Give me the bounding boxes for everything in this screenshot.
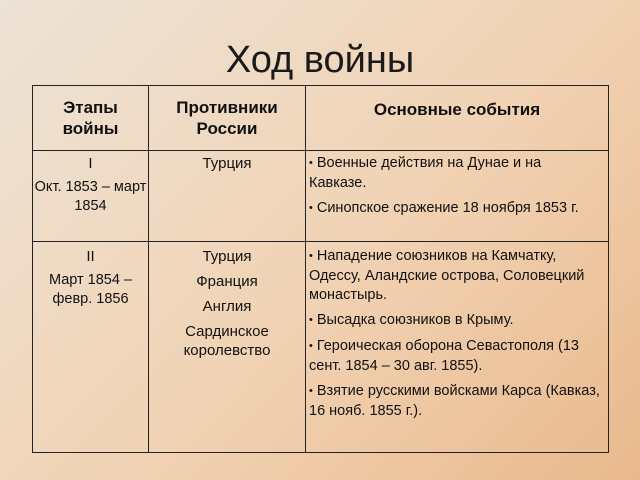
stage-number: I: [88, 155, 93, 172]
opponents-cell: [149, 242, 306, 453]
opponent-name: Сардинское королевство: [183, 323, 271, 359]
event-item: • Взятие русскими войсками Карса (Кавказ, 16 нояб. 1855 г.).: [309, 382, 602, 421]
opponent-name: Франция: [196, 273, 258, 290]
events-cell: [306, 242, 609, 453]
opponents-cell: [149, 151, 306, 242]
opponent-name: Турция: [202, 155, 252, 172]
stage-dates: Март 1854 – февр. 1856: [48, 272, 133, 307]
slide-title: Ход войны: [225, 39, 415, 81]
events-list: [306, 247, 608, 421]
event-item: • Нападение союзников на Камчатку, Одессу, Аландские острова, Соловецкий монастырь.: [309, 247, 602, 305]
event-item: • Синопское сражение 18 ноября 1853 г.: [309, 199, 602, 219]
opponent-name: Англия: [202, 298, 252, 315]
event-item: • Высадка союзников в Крыму.: [309, 311, 602, 331]
table-row: [33, 151, 609, 242]
header-stages: Этапы войны: [33, 86, 149, 151]
stage-cell: [33, 151, 149, 242]
stage-cell: [33, 242, 149, 453]
events-cell: [306, 151, 609, 242]
events-list: [306, 154, 608, 219]
event-item: • Военные действия на Дунае и на Кавказе.: [309, 154, 602, 193]
table-row: [33, 242, 609, 453]
stage-number: II: [86, 248, 95, 265]
opponent-name: Турция: [202, 248, 252, 265]
stage-dates: Окт. 1853 – март 1854: [34, 179, 147, 214]
header-events: Основные события: [306, 86, 609, 151]
header-opponents: Противники России: [149, 86, 306, 151]
header-row: [33, 86, 609, 151]
war-course-table: [32, 85, 609, 453]
event-item: • Героическая оборона Севастополя (13 сент. 1854 – 30 авг. 1855).: [309, 337, 602, 376]
